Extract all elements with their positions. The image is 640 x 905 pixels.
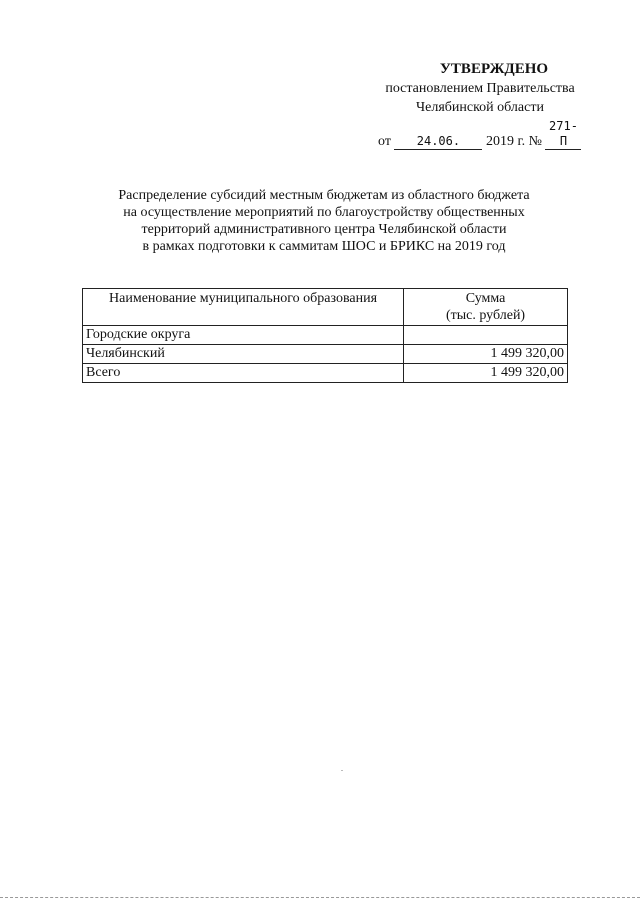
- header-sum-line-1: Сумма: [465, 291, 506, 306]
- from-label: от: [378, 134, 391, 149]
- header-name: Наименование муниципального образования: [83, 289, 404, 326]
- table-row: [83, 326, 568, 345]
- approval-block: [360, 60, 600, 151]
- approval-line-2: Челябинской области: [416, 100, 544, 115]
- scan-speck: [341, 770, 343, 771]
- row-name: Челябинский: [83, 345, 404, 364]
- header-sum-line-2: (тыс. рублей): [445, 308, 526, 323]
- heading-line-4: в рамках подготовки к саммитам ШОС и БРИКС на 2019 год: [142, 239, 506, 254]
- table-header-row: [83, 289, 568, 326]
- heading-line-3: территорий административного центра Челябинской области: [141, 222, 507, 237]
- approval-date: 24.06.: [394, 134, 482, 150]
- heading-line-2: на осуществление мероприятий по благоустройству общественных: [123, 205, 525, 220]
- row-name: Всего: [83, 364, 404, 383]
- approval-number: 271-П: [545, 119, 581, 150]
- heading-line-1: Распределение субсидий местным бюджетам из областного бюджета: [118, 188, 530, 203]
- approval-line-1: постановлением Правительства: [385, 81, 575, 96]
- table-row: [83, 364, 568, 383]
- approval-title: УТВЕРЖДЕНО: [439, 61, 549, 77]
- header-sum: [404, 289, 568, 326]
- row-name: Городские округа: [83, 326, 404, 345]
- row-value: 1 499 320,00: [404, 345, 568, 364]
- row-value: [404, 326, 568, 345]
- scan-edge-line: [0, 897, 640, 898]
- approval-date-line: [360, 119, 600, 151]
- row-value: 1 499 320,00: [404, 364, 568, 383]
- year-label: 2019 г. №: [485, 134, 542, 149]
- document-heading: [80, 187, 568, 255]
- table-row: [83, 345, 568, 364]
- subsidy-table: [82, 288, 568, 383]
